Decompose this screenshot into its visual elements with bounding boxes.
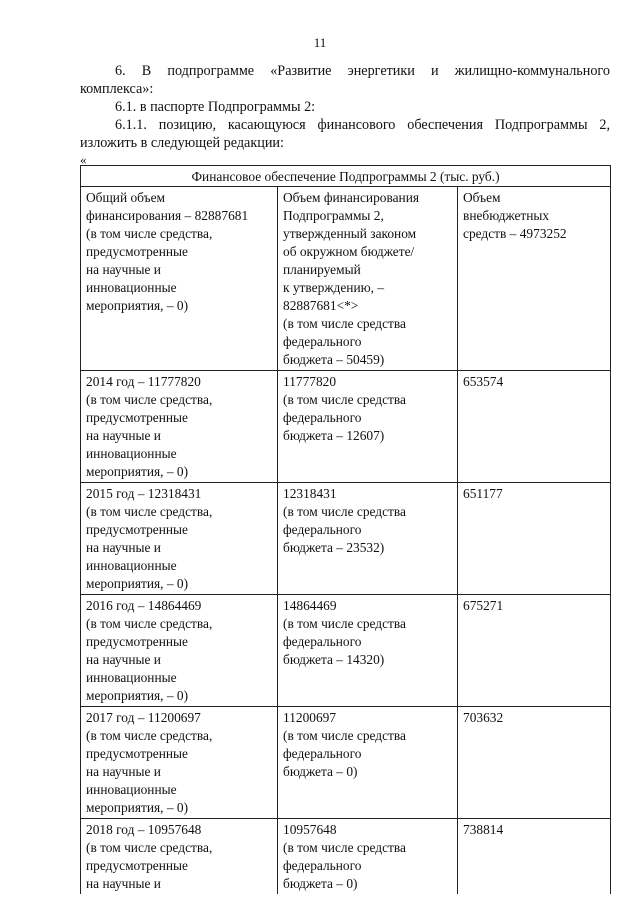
paragraph-6-1-1-line-1: 6.1.1. позицию, касающуюся финансового обеспечения Подпрограммы 2, bbox=[115, 117, 610, 133]
table-cell-col2 bbox=[278, 187, 458, 371]
table-cell-col1 bbox=[81, 595, 278, 707]
table-cell-col2 bbox=[278, 483, 458, 595]
cell-line: 651177 bbox=[463, 486, 503, 501]
cell-line: бюджета – 23532) bbox=[283, 540, 385, 555]
cell-line: на научные и bbox=[86, 428, 161, 443]
table-cell-col2 bbox=[278, 819, 458, 895]
cell-line: мероприятия, – 0) bbox=[86, 688, 189, 703]
cell-line: на научные и bbox=[86, 262, 161, 277]
cell-line: инновационные bbox=[86, 670, 177, 685]
cell-line: (в том числе средства bbox=[283, 840, 406, 855]
paragraph-6-line-2: комплекса»: bbox=[80, 81, 154, 97]
table-cell-col2 bbox=[278, 371, 458, 483]
cell-line: (в том числе средства, bbox=[86, 226, 213, 241]
cell-line: утвержденный законом bbox=[283, 226, 417, 241]
cell-line: инновационные bbox=[86, 782, 177, 797]
cell-line: 10957648 bbox=[283, 822, 337, 837]
cell-line: 14864469 bbox=[283, 598, 337, 613]
table-cell-col1 bbox=[81, 483, 278, 595]
paragraph-6-1-1-line-2: изложить в следующей редакции: bbox=[80, 135, 284, 151]
cell-line: (в том числе средства bbox=[283, 392, 406, 407]
table-cell-col1 bbox=[81, 187, 278, 371]
cell-line: планируемый bbox=[283, 262, 361, 277]
cell-line: на научные и bbox=[86, 764, 161, 779]
cell-line: инновационные bbox=[86, 280, 177, 295]
table-cell-col2 bbox=[278, 595, 458, 707]
cell-line: мероприятия, – 0) bbox=[86, 576, 189, 591]
cell-line: 675271 bbox=[463, 598, 504, 613]
cell-line: федерального bbox=[283, 858, 362, 873]
cell-line: федерального bbox=[283, 410, 362, 425]
cell-line: (в том числе средства bbox=[283, 728, 406, 743]
cell-line: федерального bbox=[283, 746, 362, 761]
cell-line: федерального bbox=[283, 334, 362, 349]
table-row bbox=[81, 819, 611, 895]
cell-line: мероприятия, – 0) bbox=[86, 800, 189, 815]
paragraph-6-1: 6.1. в паспорте Подпрограммы 2: bbox=[115, 99, 316, 115]
cell-line: 703632 bbox=[463, 710, 504, 725]
table-cell-col3 bbox=[458, 187, 611, 371]
cell-line: средств – 4973252 bbox=[463, 226, 567, 241]
cell-line: 82887681<*> bbox=[283, 298, 359, 313]
cell-line: Объем финансирования bbox=[283, 190, 420, 205]
cell-line: (в том числе средства, bbox=[86, 840, 213, 855]
cell-line: мероприятия, – 0) bbox=[86, 298, 189, 313]
cell-line: Объем bbox=[463, 190, 501, 205]
cell-line: бюджета – 50459) bbox=[283, 352, 385, 367]
cell-line: 11200697 bbox=[283, 710, 337, 725]
cell-line: 2017 год – 11200697 bbox=[86, 710, 201, 725]
cell-line: бюджета – 14320) bbox=[283, 652, 385, 667]
table-cell-col3 bbox=[458, 595, 611, 707]
table-row bbox=[81, 371, 611, 483]
cell-line: об окружном бюджете/ bbox=[283, 244, 415, 259]
cell-line: мероприятия, – 0) bbox=[86, 464, 189, 479]
cell-line: (в том числе средства bbox=[283, 504, 406, 519]
table-cell-col1 bbox=[81, 371, 278, 483]
cell-line: Общий объем bbox=[86, 190, 165, 205]
cell-line: предусмотренные bbox=[86, 858, 188, 873]
cell-line: к утверждению, – bbox=[283, 280, 385, 295]
cell-line: предусмотренные bbox=[86, 410, 188, 425]
cell-line: Подпрограммы 2, bbox=[283, 208, 384, 223]
cell-line: предусмотренные bbox=[86, 522, 188, 537]
cell-line: (в том числе средства bbox=[283, 616, 406, 631]
cell-line: федерального bbox=[283, 522, 362, 537]
cell-line: (в том числе средства, bbox=[86, 728, 213, 743]
cell-line: 11777820 bbox=[283, 374, 337, 389]
cell-line: бюджета – 12607) bbox=[283, 428, 385, 443]
cell-line: 738814 bbox=[463, 822, 504, 837]
table-cell-col2 bbox=[278, 707, 458, 819]
cell-line: финансирования – 82887681 bbox=[86, 208, 249, 223]
table-cell-col1 bbox=[81, 819, 278, 895]
cell-line: на научные и bbox=[86, 540, 161, 555]
table-row bbox=[81, 483, 611, 595]
cell-line: инновационные bbox=[86, 558, 177, 573]
cell-line: предусмотренные bbox=[86, 244, 188, 259]
table-cell-col1 bbox=[81, 707, 278, 819]
table-header-row bbox=[81, 187, 611, 371]
table-cell-col3 bbox=[458, 371, 611, 483]
cell-line: бюджета – 0) bbox=[283, 876, 358, 891]
cell-line: 2016 год – 14864469 bbox=[86, 598, 202, 613]
page-number: 11 bbox=[313, 35, 327, 50]
table-title: Финансовое обеспечение Подпрограммы 2 (тыс. руб.) bbox=[81, 166, 611, 187]
cell-line: предусмотренные bbox=[86, 634, 188, 649]
cell-line: (в том числе средства, bbox=[86, 504, 213, 519]
cell-line: 653574 bbox=[463, 374, 504, 389]
cell-line: (в том числе средства, bbox=[86, 392, 213, 407]
cell-line: на научные и bbox=[86, 652, 161, 667]
cell-line: 2014 год – 11777820 bbox=[86, 374, 201, 389]
table-cell-col3 bbox=[458, 483, 611, 595]
cell-line: 12318431 bbox=[283, 486, 337, 501]
cell-line: инновационные bbox=[86, 446, 177, 461]
cell-line: (в том числе средства, bbox=[86, 616, 213, 631]
table-cell-col3 bbox=[458, 707, 611, 819]
opening-quote: « bbox=[80, 152, 87, 167]
cell-line: 2015 год – 12318431 bbox=[86, 486, 202, 501]
cell-line: федерального bbox=[283, 634, 362, 649]
table-cell-col3 bbox=[458, 819, 611, 895]
cell-line: внебюджетных bbox=[463, 208, 550, 223]
financing-table bbox=[80, 165, 611, 894]
table-row bbox=[81, 595, 611, 707]
cell-line: предусмотренные bbox=[86, 746, 188, 761]
table-row bbox=[81, 707, 611, 819]
cell-line: 2018 год – 10957648 bbox=[86, 822, 202, 837]
cell-line: (в том числе средства bbox=[283, 316, 406, 331]
cell-line: бюджета – 0) bbox=[283, 764, 358, 779]
cell-line: на научные и bbox=[86, 876, 161, 891]
paragraph-6-line-1: 6. В подпрограмме «Развитие энергетики и жилищно-коммунального bbox=[115, 63, 610, 79]
